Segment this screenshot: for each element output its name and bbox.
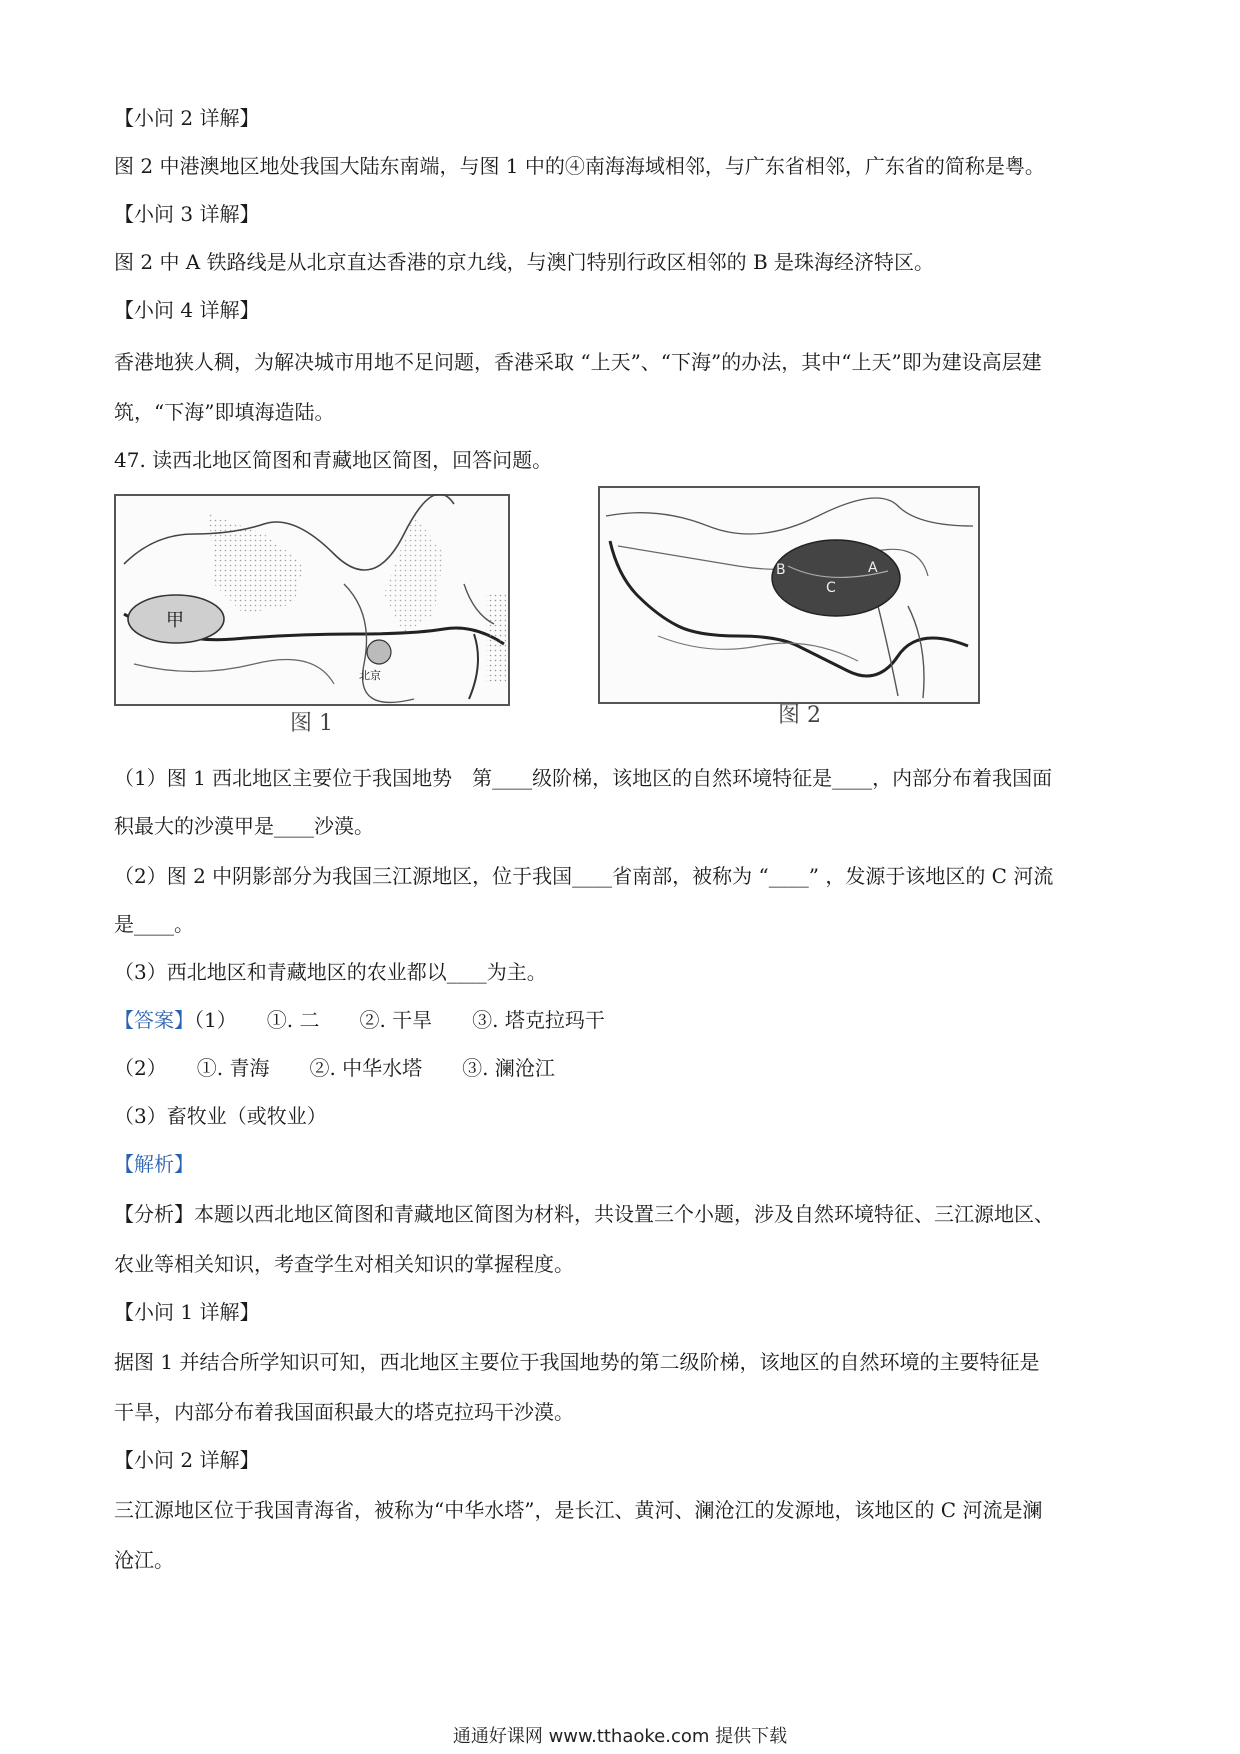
answer-line-1 (114, 1006, 1124, 1034)
figure-group (114, 486, 994, 748)
paragraph: 三江源地区位于我国青海省，被称为“中华水塔”，是长江、黄河、澜沧江的发源地，该地区的 C 河流是澜 (114, 1498, 1043, 1522)
section-heading: 【小问 2 详解】 (114, 1448, 260, 1472)
figure-2-caption: 图 2 (778, 703, 821, 728)
analysis-label: 【解析】 (114, 1152, 194, 1176)
label-beijing: 北京 (359, 669, 381, 682)
section-heading: 【小问 2 详解】 (114, 106, 260, 130)
question-1: （1）图 1 西北地区主要位于我国地势 第____级阶梯，该地区的自然环境特征是____，内部分布着我国面 (114, 766, 1053, 790)
question-3: （3）西北地区和青藏地区的农业都以____为主。 (114, 960, 547, 984)
label-jia: 甲 (166, 610, 184, 631)
question-title: 47. 读西北地区简图和青藏地区简图，回答问题。 (114, 448, 553, 472)
figure-2-qingzang-map (598, 486, 980, 728)
answer-label: 【答案】 (114, 1008, 194, 1032)
figure-1-caption: 图 1 (290, 711, 333, 736)
analysis-paragraph: 【分析】本题以西北地区简图和青藏地区简图为材料，共设置三个小题，涉及自然环境特征、三江源地区、 (114, 1202, 1054, 1226)
paragraph-cont: 沧江。 (114, 1548, 174, 1572)
section-heading: 【小问 3 详解】 (114, 202, 260, 226)
analysis-paragraph-cont: 农业等相关知识，考查学生对相关知识的掌握程度。 (114, 1252, 574, 1276)
paragraph: 香港地狭人稠，为解决城市用地不足问题，香港采取 “上天”、“下海”的办法，其中“上天”即为建设高层建 (114, 350, 1042, 374)
question-2: （2）图 2 中阴影部分为我国三江源地区，位于我国____省南部，被称为 “____” ，发源于该地区的 C 河流 (114, 864, 1054, 888)
answer-2: （2） ①. 青海 ②. 中华水塔 ③. 澜沧江 (114, 1056, 555, 1080)
paragraph-cont: 干旱，内部分布着我国面积最大的塔克拉玛干沙漠。 (114, 1400, 574, 1424)
answer-3: （3）畜牧业（或牧业） (114, 1104, 327, 1128)
label-a: A (868, 560, 878, 576)
paragraph: 据图 1 并结合所学知识可知，西北地区主要位于我国地势的第二级阶梯，该地区的自然环境的主要特征是 (114, 1350, 1040, 1374)
page-footer: 通通好课网 www.tthaoke.com 提供下载 (452, 1726, 788, 1747)
label-b: B (776, 562, 786, 578)
paragraph: 图 2 中港澳地区地处我国大陆东南端，与图 1 中的④南海海域相邻，与广东省相邻，广东省的简称是粤。 (114, 154, 1045, 178)
section-heading: 【小问 4 详解】 (114, 298, 260, 322)
question-1-cont: 积最大的沙漠甲是____沙漠。 (114, 814, 374, 838)
answer-1: （1） ①. 二 ②. 干旱 ③. 塔克拉玛干 (194, 1008, 605, 1032)
figure-1-northwest-map (114, 494, 510, 736)
paragraph: 图 2 中 A 铁路线是从北京直达香港的京九线，与澳门特别行政区相邻的 B 是珠海经济特区。 (114, 250, 935, 274)
question-2-cont: 是____。 (114, 912, 194, 936)
label-c: C (826, 580, 836, 596)
section-heading: 【小问 1 详解】 (114, 1300, 260, 1324)
paragraph: 筑，“下海”即填海造陆。 (114, 400, 335, 424)
